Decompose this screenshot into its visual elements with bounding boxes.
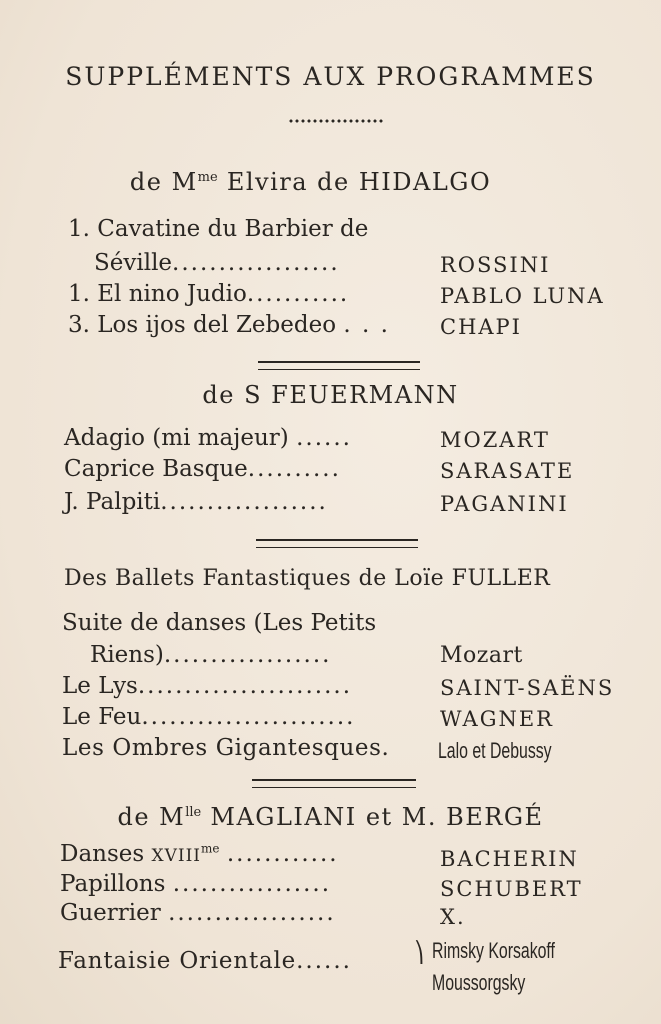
composer-name: PAGANINI [440,492,569,516]
heading-text: Elvira de HIDALGO [217,168,492,196]
composer-name: WAGNER [440,707,554,731]
program-item [90,642,331,668]
section-divider [256,539,418,548]
heading-text: MAGLIANI et M. BERGÉ [201,803,544,831]
program-item [60,871,331,897]
century-numeral: XVIII [151,846,202,866]
section-heading-feuermann: de S FEUERMANN [202,381,459,409]
work-title: Fantaisie Orientale [58,948,297,974]
composer-name: Lalo et Debussy [438,738,552,763]
heading-text: de M [129,168,198,196]
work-title: Papillons [60,871,166,897]
work-title: Riens) [90,642,164,668]
composer-name-2: Moussorgsky [432,970,526,995]
heading-superscript: me [197,170,218,185]
brace-icon: ⎞ [414,940,424,964]
section-heading-hidalgo [0,168,641,196]
composer-name: SCHUBERT [440,877,583,901]
composer-name: X. [440,905,466,929]
heading-superscript: lle [185,805,202,820]
program-item [62,735,389,761]
work-title: 1. El nino Judio [68,281,247,307]
program-item [58,948,352,974]
dot-leader: ...... [296,948,352,974]
work-title: J. Palpiti [64,489,161,515]
dot-leader: .................. [172,250,340,276]
section-heading-magliani [0,803,661,831]
program-item [64,456,341,482]
work-title: Danses [60,841,152,867]
composer-name: PABLO LUNA [440,284,605,308]
work-title: Guerrier [60,900,161,926]
dot-leader: .................. [163,642,332,668]
dot-leader: ....................... [141,704,356,730]
section-divider [258,361,420,370]
program-item [68,312,390,338]
composer-name: MOZART [440,428,550,452]
dot-leader: ................. [172,871,332,897]
page-title: SUPPLÉMENTS AUX PROGRAMMES [65,62,596,91]
heading-text: de M [117,803,186,831]
dot-leader: ............ [226,841,339,867]
program-item [60,900,336,926]
work-title: Adagio (mi majeur) [64,425,289,451]
work-title: Le Feu [62,704,142,730]
dot-leader: .................. [168,900,336,926]
program-item-line1: 1. Cavatine du Barbier de [68,216,369,242]
dotted-ornament [288,118,384,124]
work-title: Les Ombres Gigantesques. [62,735,390,761]
section-divider [252,779,416,788]
work-title: Caprice Basque [64,456,248,482]
dot-leader: . . . [343,312,390,338]
section-heading-fuller: Des Ballets Fantastiques de Loïe FULLER [64,566,551,591]
program-item [68,281,349,307]
dot-leader: .......... [247,456,341,482]
work-title: Séville [94,250,173,276]
program-item [60,841,339,867]
composer-name: ROSSINI [440,253,551,277]
numeral-superscript: me [201,841,220,856]
program-item [62,704,355,730]
program-item [94,250,340,276]
program-item-line1: Suite de danses (Les Petits [62,610,377,636]
dot-leader: .................. [160,489,328,515]
dot-leader: ....................... [137,673,353,699]
composer-name: SAINT-SAËNS [440,676,615,700]
composer-name: Rimsky Korsakoff [432,938,555,963]
work-title: Le Lys [62,673,138,699]
program-item [64,489,328,515]
work-title: 3. Los ijos del Zebedeo [68,312,337,338]
program-item [62,673,352,699]
composer-name: Mozart [440,643,523,668]
dot-leader: ........... [246,281,350,307]
program-item [64,425,352,451]
dot-leader: ...... [296,425,352,451]
composer-name: BACHERIN [440,847,579,871]
composer-name: SARASATE [440,459,575,483]
composer-name: CHAPI [440,315,522,339]
